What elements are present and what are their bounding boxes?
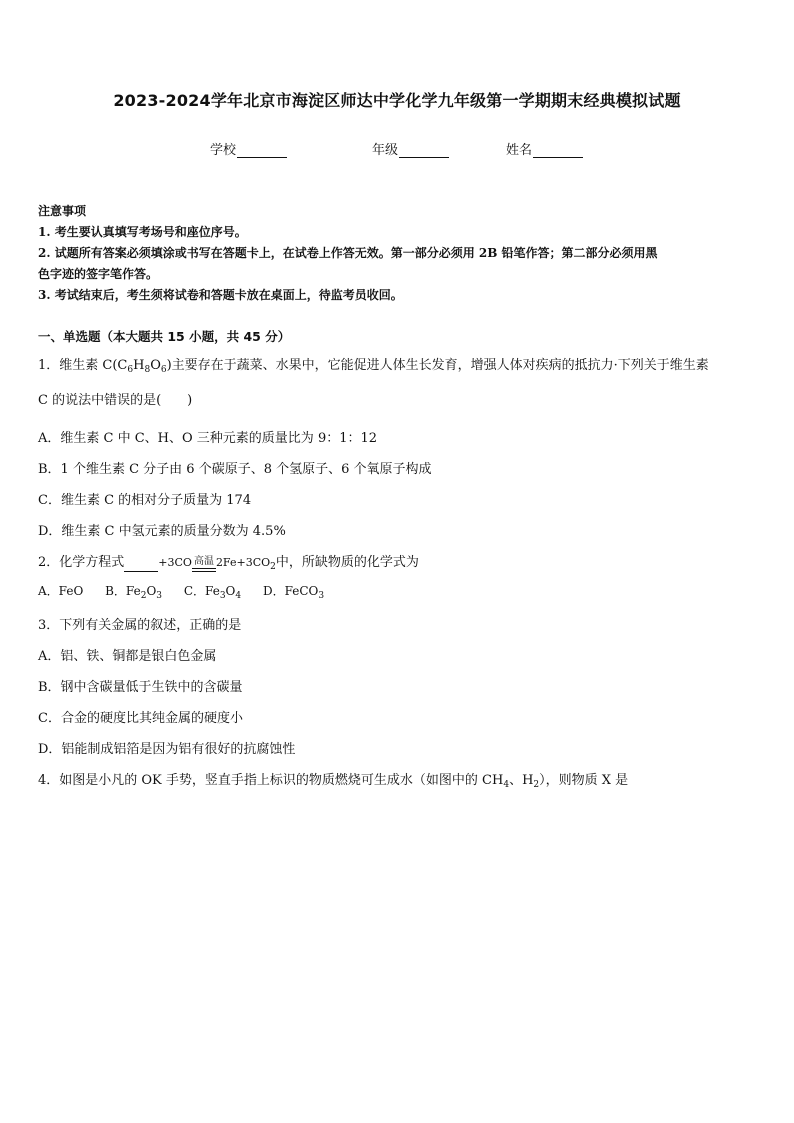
q1-text: )主要存在于蔬菜、水果中，它能促进人体生长发育，增强人体对疾病的抵抗力·下列关于维生素 (166, 358, 709, 373)
q3-option-c[interactable]: C．合金的硬度比其纯金属的硬度小 (38, 711, 243, 726)
q2-sub: 2 (270, 562, 276, 572)
name-field[interactable] (506, 139, 583, 158)
exam-title: 2023-2024学年北京市海淀区师达中学化学九年级第一学期期末经典模拟试题 (113, 91, 681, 110)
q1-sub: 6 (160, 365, 167, 375)
notice-heading: 注意事项 (38, 204, 87, 218)
notice-item-1: 1. 考生要认真填写考场号和座位序号。 (38, 225, 247, 239)
q2-opt-text: D．FeCO (262, 584, 319, 598)
q2-opt-text: O (225, 584, 236, 598)
q3-stem: 3．下列有关金属的叙述，正确的是 (38, 618, 242, 633)
q2-sub: 3 (156, 591, 163, 601)
notice-item-2a: 2. 试题所有答案必须填涂或书写在答题卡上，在试卷上作答无效。第一部分必须用 2B 铅笔作答；第二部分必须用黑 (38, 246, 658, 260)
q2-option-c[interactable] (183, 584, 242, 601)
q2-text: 2Fe+3CO (215, 556, 271, 569)
q2-opt-text: C．Fe (183, 584, 220, 598)
q1-sub: 8 (144, 365, 151, 375)
q3-option-b[interactable]: B．钢中含碳量低于生铁中的含碳量 (38, 680, 243, 695)
q1-text: O (150, 358, 161, 373)
q2-text: 2．化学方程式 (38, 555, 125, 570)
q2-stem (38, 551, 760, 572)
q2-text: +3CO (158, 556, 192, 569)
student-info-row (0, 139, 794, 161)
q2-text: 中，所缺物质的化学式为 (275, 555, 419, 570)
q4-text: ），则物质 X 是 (539, 773, 629, 788)
name-blank[interactable] (533, 143, 583, 158)
q1-option-d[interactable]: D．维生素 C 中氢元素的质量分数为 4.5% (38, 524, 286, 539)
notice-item-3: 3. 考试结束后，考生须将试卷和答题卡放在桌面上，待监考员收回。 (38, 288, 403, 302)
q3-option-d[interactable]: D．铝能制成铝箔是因为铝有很好的抗腐蚀性 (38, 742, 296, 757)
school-blank[interactable] (237, 143, 287, 158)
q4-text: 4．如图是小凡的 OK 手势，竖直手指上标识的物质燃烧可生成水（如图中的 CH (38, 773, 504, 788)
q4-stem (38, 769, 760, 788)
q2-options (38, 582, 760, 599)
q1-text: H (133, 358, 145, 373)
grade-label: 年级 (372, 143, 399, 158)
q2-reaction-condition (192, 557, 216, 572)
q1-text: 1．维生素 C(C (38, 358, 128, 373)
q2-sub: 3 (219, 591, 226, 601)
q2-sub: 2 (140, 591, 147, 601)
notice-item-2b: 色字迹的签字笔作答。 (38, 267, 159, 281)
school-label: 学校 (210, 143, 237, 158)
q1-option-a[interactable]: A．维生素 C 中 C、H、O 三种元素的质量比为 9：1：12 (38, 431, 378, 446)
grade-blank[interactable] (399, 143, 449, 158)
q2-opt-text: B．Fe (105, 584, 141, 598)
q2-sub: 4 (235, 591, 242, 601)
q1-stem-line1 (38, 354, 760, 373)
notice-block (38, 201, 760, 306)
q4-sub: 2 (533, 780, 540, 790)
q2-option-b[interactable] (105, 584, 163, 601)
q1-stem-line2: C 的说法中错误的是( ) (38, 393, 193, 408)
q2-option-d[interactable] (262, 584, 325, 601)
section-heading: 一、单选题（本大题共 15 小题，共 45 分） (38, 329, 291, 344)
q1-option-c[interactable]: C．维生素 C 的相对分子质量为 174 (38, 493, 252, 508)
q2-condition-text: 高温 (193, 556, 214, 567)
q2-opt-text: O (146, 584, 157, 598)
q2-sub: 3 (318, 591, 325, 601)
q2-option-a[interactable]: A．FeO (38, 584, 84, 598)
name-label: 姓名 (506, 143, 533, 158)
q1-sub: 6 (127, 365, 134, 375)
school-field[interactable] (210, 139, 287, 158)
equals-sign-icon (192, 568, 216, 572)
q3-option-a[interactable]: A．铝、铁、铜都是银白色金属 (38, 649, 217, 664)
q2-answer-blank[interactable] (124, 559, 158, 572)
q1-option-b[interactable]: B．1 个维生素 C 分子由 6 个碳原子、8 个氢原子、6 个氧原子构成 (38, 462, 432, 477)
grade-field[interactable] (372, 139, 449, 158)
q4-sub: 4 (503, 780, 510, 790)
q4-text: 、H (509, 773, 534, 788)
